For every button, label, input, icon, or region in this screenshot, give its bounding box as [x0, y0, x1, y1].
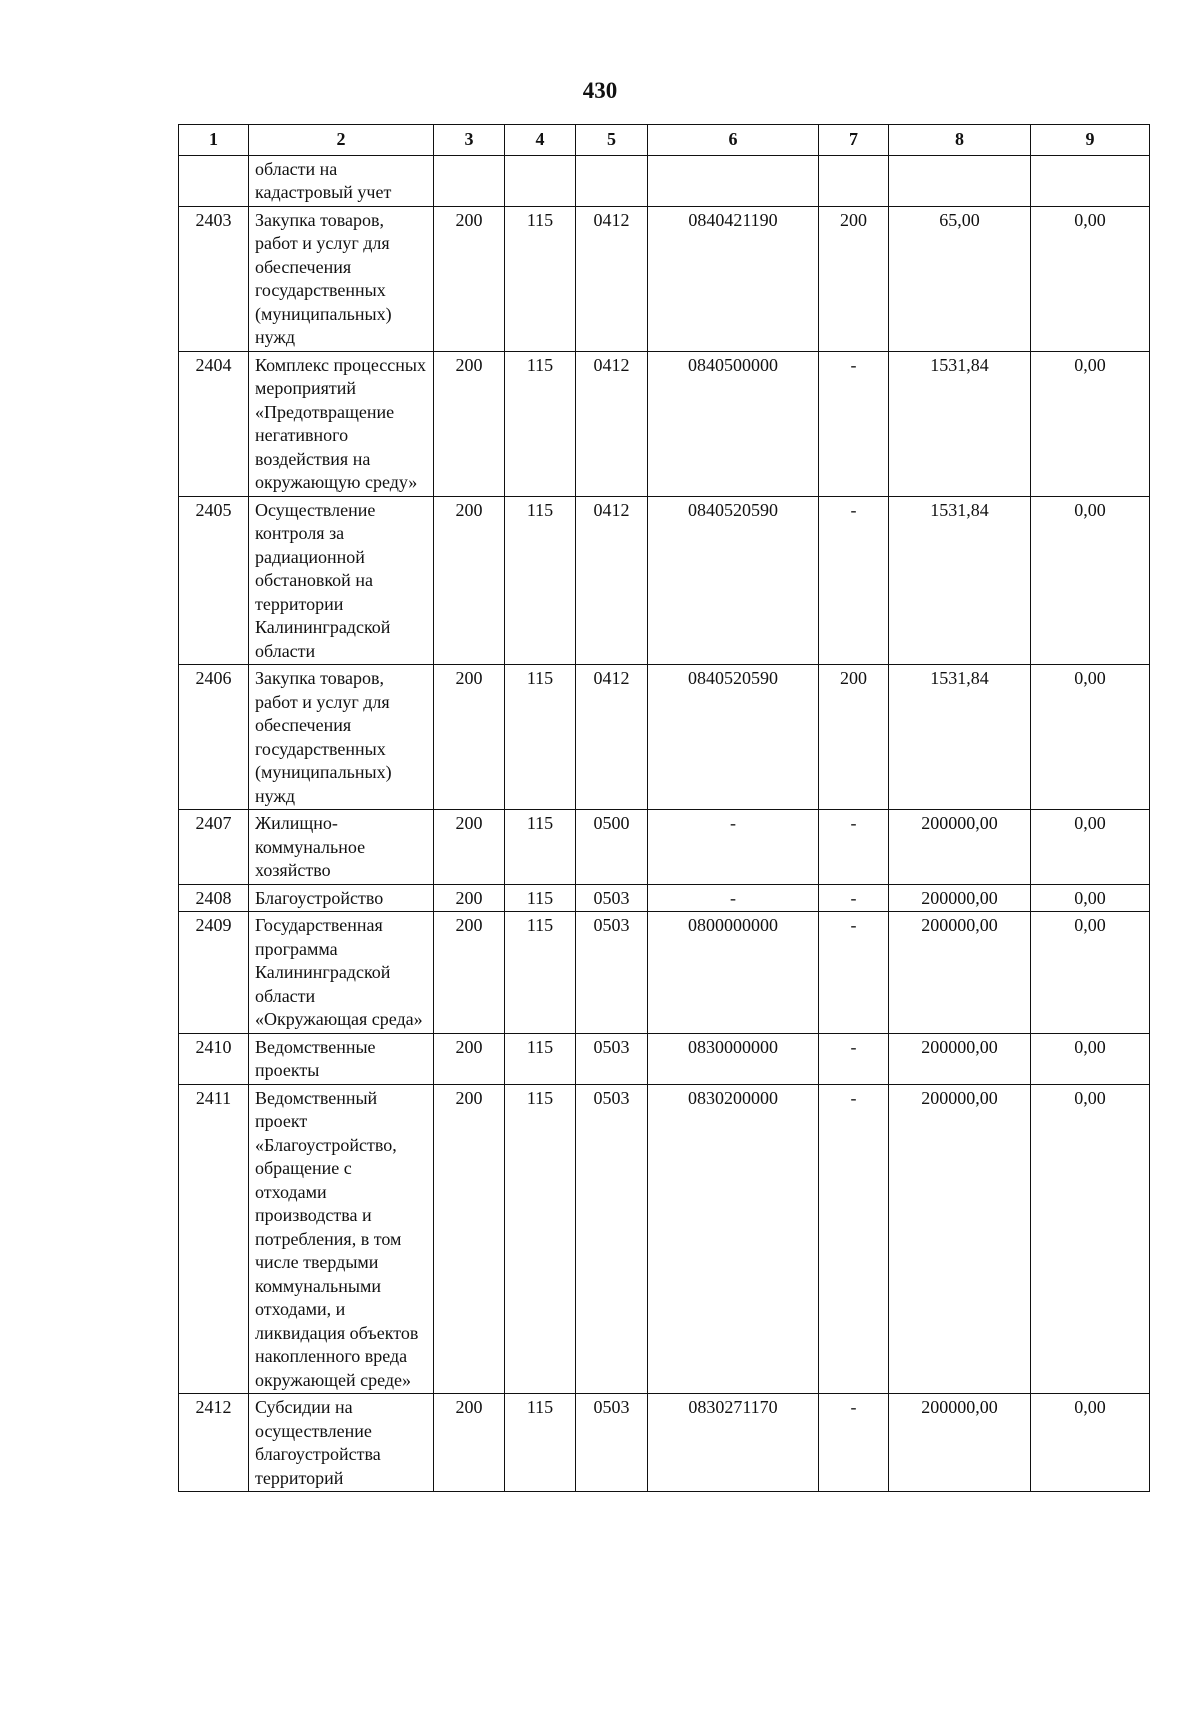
col7-cell: -: [819, 496, 889, 665]
col5-cell: 0503: [576, 912, 648, 1034]
col8-amount-cell: [889, 155, 1031, 206]
col7-cell: -: [819, 1394, 889, 1492]
col9-amount-cell: 0,00: [1031, 665, 1150, 810]
col5-cell: 0503: [576, 1084, 648, 1394]
col6-cell: 0840421190: [648, 206, 819, 351]
col4-cell: 115: [505, 810, 576, 885]
col5-cell: 0503: [576, 1394, 648, 1492]
col9-amount-cell: 0,00: [1031, 1033, 1150, 1084]
table-row: [179, 1033, 1150, 1084]
col7-cell: [819, 155, 889, 206]
header-cell: 7: [819, 125, 889, 156]
col7-cell: 200: [819, 206, 889, 351]
col3-cell: 200: [434, 351, 505, 496]
header-cell: 9: [1031, 125, 1150, 156]
row-name-cell: Ведомственные проекты: [249, 1033, 434, 1084]
col5-cell: 0412: [576, 665, 648, 810]
col8-amount-cell: 1531,84: [889, 665, 1031, 810]
col8-amount-cell: 200000,00: [889, 1084, 1031, 1394]
page-number: 430: [582, 78, 618, 103]
col6-cell: 0840500000: [648, 351, 819, 496]
row-name-cell: Государственная программа Калининградской области «Окружающая среда»: [249, 912, 434, 1034]
col8-amount-cell: 200000,00: [889, 810, 1031, 885]
row-name-cell: Закупка товаров, работ и услуг для обеспечения государственных (муниципальных) нужд: [249, 206, 434, 351]
table-row: [179, 1394, 1150, 1492]
table-row: [179, 665, 1150, 810]
col7-cell: -: [819, 884, 889, 912]
col6-cell: 0800000000: [648, 912, 819, 1034]
table-row: [179, 884, 1150, 912]
col7-cell: 200: [819, 665, 889, 810]
row-name-cell: Ведомственный проект «Благоустройство, обращение с отходами производства и потребления, в том числе твердыми коммунальными отходами, и ликвидация объектов накопленного вреда окружающей среде»: [249, 1084, 434, 1394]
col7-cell: -: [819, 810, 889, 885]
col8-amount-cell: 200000,00: [889, 884, 1031, 912]
col9-amount-cell: 0,00: [1031, 1394, 1150, 1492]
col5-cell: 0412: [576, 351, 648, 496]
col9-amount-cell: 0,00: [1031, 496, 1150, 665]
col5-cell: 0412: [576, 496, 648, 665]
col7-cell: -: [819, 1084, 889, 1394]
col9-amount-cell: 0,00: [1031, 1084, 1150, 1394]
header-cell: 5: [576, 125, 648, 156]
col9-amount-cell: 0,00: [1031, 884, 1150, 912]
col6-cell: 0840520590: [648, 496, 819, 665]
col6-cell: -: [648, 810, 819, 885]
col6-cell: 0840520590: [648, 665, 819, 810]
row-number-cell: 2406: [179, 665, 249, 810]
col4-cell: [505, 155, 576, 206]
header-row: [179, 125, 1150, 156]
col3-cell: 200: [434, 884, 505, 912]
row-number-cell: 2409: [179, 912, 249, 1034]
col3-cell: 200: [434, 1033, 505, 1084]
col8-amount-cell: 200000,00: [889, 1394, 1031, 1492]
table-row: [179, 496, 1150, 665]
col4-cell: 115: [505, 1394, 576, 1492]
col4-cell: 115: [505, 496, 576, 665]
col4-cell: 115: [505, 884, 576, 912]
col4-cell: 115: [505, 351, 576, 496]
col4-cell: 115: [505, 206, 576, 351]
row-number-cell: [179, 155, 249, 206]
row-number-cell: 2407: [179, 810, 249, 885]
col3-cell: 200: [434, 665, 505, 810]
col3-cell: 200: [434, 810, 505, 885]
row-name-cell: Жилищно-коммунальное хозяйство: [249, 810, 434, 885]
row-name-cell: Субсидии на осуществление благоустройства территорий: [249, 1394, 434, 1492]
row-number-cell: 2405: [179, 496, 249, 665]
col6-cell: 0830000000: [648, 1033, 819, 1084]
col4-cell: 115: [505, 1084, 576, 1394]
row-number-cell: 2412: [179, 1394, 249, 1492]
row-name-cell: Закупка товаров, работ и услуг для обеспечения государственных (муниципальных) нужд: [249, 665, 434, 810]
row-number-cell: 2408: [179, 884, 249, 912]
row-number-cell: 2410: [179, 1033, 249, 1084]
col5-cell: [576, 155, 648, 206]
col3-cell: 200: [434, 206, 505, 351]
col3-cell: 200: [434, 912, 505, 1034]
col9-amount-cell: 0,00: [1031, 351, 1150, 496]
col4-cell: 115: [505, 1033, 576, 1084]
col7-cell: -: [819, 1033, 889, 1084]
table-row: [179, 155, 1150, 206]
col8-amount-cell: 1531,84: [889, 496, 1031, 665]
header-cell: 3: [434, 125, 505, 156]
budget-table: [178, 124, 1150, 1492]
row-name-cell: Комплекс процессных мероприятий «Предотвращение негативного воздействия на окружающую среду»: [249, 351, 434, 496]
header-cell: 6: [648, 125, 819, 156]
table-body: [179, 155, 1150, 1492]
row-name-cell: области на кадастровый учет: [249, 155, 434, 206]
col3-cell: 200: [434, 496, 505, 665]
col7-cell: -: [819, 351, 889, 496]
col6-cell: 0830200000: [648, 1084, 819, 1394]
col5-cell: 0500: [576, 810, 648, 885]
col4-cell: 115: [505, 912, 576, 1034]
col9-amount-cell: 0,00: [1031, 912, 1150, 1034]
table-row: [179, 810, 1150, 885]
row-number-cell: 2411: [179, 1084, 249, 1394]
table-row: [179, 351, 1150, 496]
header-cell: 1: [179, 125, 249, 156]
header-cell: 2: [249, 125, 434, 156]
row-number-cell: 2404: [179, 351, 249, 496]
row-name-cell: Благоустройство: [249, 884, 434, 912]
row-number-cell: 2403: [179, 206, 249, 351]
col9-amount-cell: [1031, 155, 1150, 206]
header-cell: 8: [889, 125, 1031, 156]
col5-cell: 0503: [576, 884, 648, 912]
col8-amount-cell: 65,00: [889, 206, 1031, 351]
col7-cell: -: [819, 912, 889, 1034]
row-name-cell: Осуществление контроля за радиационной обстановкой на территории Калининградской области: [249, 496, 434, 665]
table-row: [179, 912, 1150, 1034]
col6-cell: 0830271170: [648, 1394, 819, 1492]
col8-amount-cell: 200000,00: [889, 1033, 1031, 1084]
col6-cell: -: [648, 884, 819, 912]
col3-cell: [434, 155, 505, 206]
col5-cell: 0412: [576, 206, 648, 351]
col3-cell: 200: [434, 1394, 505, 1492]
col9-amount-cell: 0,00: [1031, 810, 1150, 885]
col4-cell: 115: [505, 665, 576, 810]
col8-amount-cell: 1531,84: [889, 351, 1031, 496]
col3-cell: 200: [434, 1084, 505, 1394]
table-row: [179, 1084, 1150, 1394]
col5-cell: 0503: [576, 1033, 648, 1084]
header-cell: 4: [505, 125, 576, 156]
col9-amount-cell: 0,00: [1031, 206, 1150, 351]
table-row: [179, 206, 1150, 351]
col6-cell: [648, 155, 819, 206]
col8-amount-cell: 200000,00: [889, 912, 1031, 1034]
